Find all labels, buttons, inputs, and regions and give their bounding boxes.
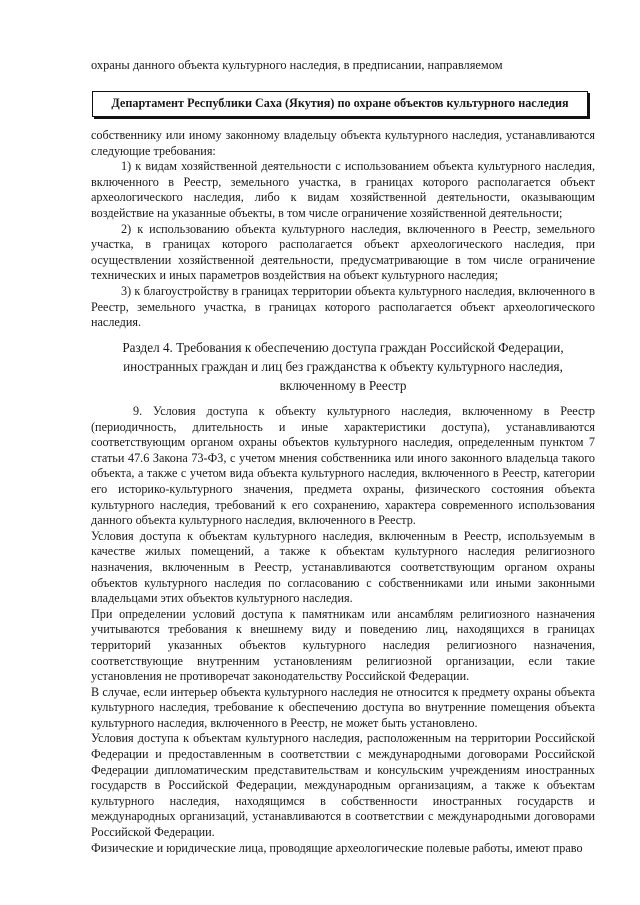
top-line: охраны данного объекта культурного наследия, в предписании, направляемом — [91, 58, 503, 72]
access-block — [91, 404, 595, 856]
paragraph: Физические и юридические лица, проводящие археологические полевые работы, имеют право — [91, 840, 583, 855]
requirements-block — [91, 128, 595, 331]
paragraph: В случае, если интерьер объекта культурного наследия не относится к предмету охраны объекта культурного наследия, требование к обеспечению доступа во внутренние помещения объекта культурного наследия, включенного в Реестр, не может быть установлено. — [91, 684, 595, 730]
paragraph: Условия доступа к объектам культурного наследия, расположенным на территории Российской Федерации и предоставленным в соответствии с международными договорами Российской Федерации дипломатическим представительствам и консульским учреждениям иностранных государств в Российской Федерации, международным организациям, а также к объектам культурного наследия, находящимся в собственности иностранных государств и международных организаций, устанавливаются в соответствии с международными договорами Российской Федерации. — [91, 731, 595, 840]
section-title-line: включенному в Реестр — [279, 378, 407, 393]
boxed-header-text: Департамент Республики Саха (Якутия) по охране объектов культурного наследия — [111, 96, 569, 111]
paragraph: Условия доступа к объектам культурного наследия, включенным в Реестр, используемым в качестве жилых помещений, а также к объектам культурного наследия религиозного назначения, включенным в Реестр, устанавливаются соответствующим органом охраны объектов культурного наследия по согласованию с собственниками или иными законными владельцами этих объектов культурного наследия. — [91, 528, 595, 606]
section-title-line: Раздел 4. Требования к обеспечению доступа граждан Российской Федерации, — [122, 340, 564, 355]
paragraph: 9. Условия доступа к объекту культурного наследия, включенному в Реестр (периодичность, длительность и иные характеристики доступа), устанавливаются соответствующим органом охраны объектов культурного наследия, определенным пунктом 7 статьи 47.6 Закона 73-ФЗ, с учетом мнения собственника или иного законного владельца такого объекта, а также с учетом вида объекта культурного наследия, включенного в Реестр, категории его историко-культурного значения, предмета охраны, физического состояния объекта культурного наследия, требований к его сохранению, характера современного использования данного объекта культурного наследия, включенного в Реестр. — [91, 404, 595, 528]
boxed-header — [92, 91, 588, 117]
section-title-line: иностранных граждан и лиц без гражданства к объекту культурного наследия, — [123, 359, 563, 374]
paragraph: При определении условий доступа к памятникам или ансамблям религиозного назначения учитываются требования к внешнему виду и поведению лиц, находящихся в границах территорий указанных объектов культурного наследия религиозного назначения, соответствующие внутренним установлениям религиозной организации, если такие установления не противоречат законодательству Российской Федерации. — [91, 606, 595, 684]
paragraph: собственнику или иному законному владельцу объекта культурного наследия, устанавливаются следующие требования: — [91, 128, 595, 158]
section-title — [91, 338, 595, 395]
paragraph: 2) к использованию объекта культурного наследия, включенного в Реестр, земельного участка, в границах которого располагается объект археологического наследия, при осуществлении хозяйственной деятельности, предусматривающие в том числе ограничение технических и иных параметров воздействия на объект культурного наследия; — [91, 221, 595, 283]
paragraph: 1) к видам хозяйственной деятельности с использованием объекта культурного наследия, включенного в Реестр, земельного участка, в границах которого располагается объект археологического наследия, либо к видам хозяйственной деятельности, оказывающим воздействие на указанные объекты, в том числе ограничение хозяйственной деятельности; — [91, 159, 595, 220]
paragraph: 3) к благоустройству в границах территории объекта культурного наследия, включенного в Реестр, земельного участка, в границах которого располагается объект археологического наследия. — [91, 283, 595, 330]
